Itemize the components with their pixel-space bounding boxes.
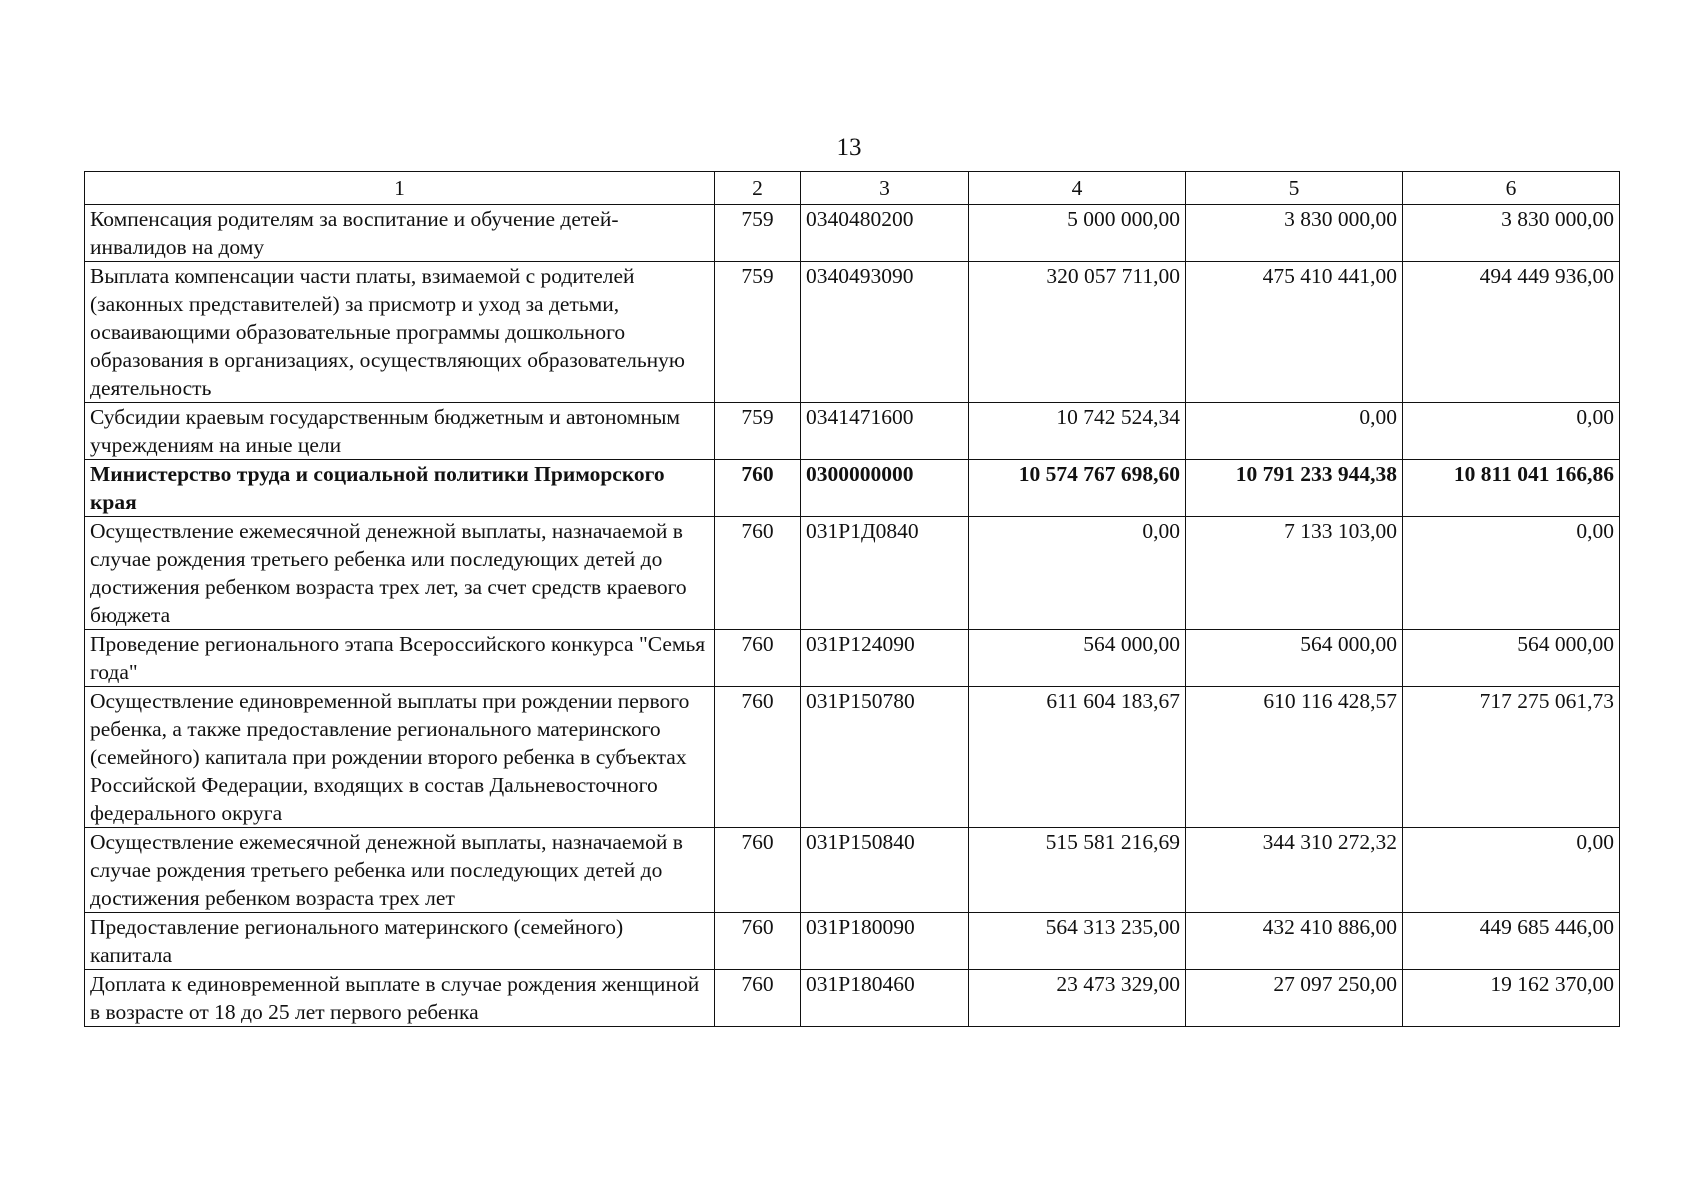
target-article-cell: 031P150780	[801, 687, 969, 828]
amount-year3-cell: 449 685 446,00	[1403, 913, 1620, 970]
table-body	[85, 205, 1620, 1027]
target-article-cell: 031P1Д0840	[801, 517, 969, 630]
table-row	[85, 913, 1620, 970]
grbs-code-cell: 759	[715, 262, 801, 403]
amount-year1-cell: 564 000,00	[969, 630, 1186, 687]
row-name-cell: Предоставление регионального материнского (семейного) капитала	[85, 913, 715, 970]
grbs-code-cell: 760	[715, 913, 801, 970]
target-article-cell: 0341471600	[801, 403, 969, 460]
amount-year3-cell: 564 000,00	[1403, 630, 1620, 687]
amount-year1-cell: 0,00	[969, 517, 1186, 630]
table-row	[85, 687, 1620, 828]
grbs-code-cell: 760	[715, 630, 801, 687]
row-name-cell: Доплата к единовременной выплате в случае рождения женщиной в возрасте от 18 до 25 лет первого ребенка	[85, 970, 715, 1027]
amount-year1-cell: 10 574 767 698,60	[969, 460, 1186, 517]
row-name-cell: Выплата компенсации части платы, взимаемой с родителей (законных представителей) за присмотр и уход за детьми, осваивающими образовательные программы дошкольного образования в организациях, осуществляющих образовательную деятельность	[85, 262, 715, 403]
row-name-cell: Осуществление ежемесячной денежной выплаты, назначаемой в случае рождения третьего ребенка или последующих детей до достижения ребенком возраста трех лет	[85, 828, 715, 913]
amount-year2-cell: 7 133 103,00	[1186, 517, 1403, 630]
amount-year2-cell: 3 830 000,00	[1186, 205, 1403, 262]
target-article-cell: 0340493090	[801, 262, 969, 403]
table-row	[85, 403, 1620, 460]
grbs-code-cell: 760	[715, 460, 801, 517]
header-row	[85, 172, 1620, 205]
grbs-code-cell: 759	[715, 403, 801, 460]
table-row	[85, 630, 1620, 687]
header-cell: 1	[85, 172, 715, 205]
table-row	[85, 262, 1620, 403]
table-row	[85, 205, 1620, 262]
amount-year3-cell: 10 811 041 166,86	[1403, 460, 1620, 517]
amount-year2-cell: 0,00	[1186, 403, 1403, 460]
target-article-cell: 031P124090	[801, 630, 969, 687]
table-row	[85, 828, 1620, 913]
target-article-cell: 031P180090	[801, 913, 969, 970]
amount-year2-cell: 475 410 441,00	[1186, 262, 1403, 403]
amount-year1-cell: 611 604 183,67	[969, 687, 1186, 828]
amount-year1-cell: 320 057 711,00	[969, 262, 1186, 403]
grbs-code-cell: 759	[715, 205, 801, 262]
grbs-code-cell: 760	[715, 828, 801, 913]
amount-year3-cell: 494 449 936,00	[1403, 262, 1620, 403]
row-name-cell: Проведение регионального этапа Всероссийского конкурса "Семья года"	[85, 630, 715, 687]
header-cell: 3	[801, 172, 969, 205]
budget-table	[84, 171, 1620, 1027]
row-name-cell: Компенсация родителям за воспитание и обучение детей-инвалидов на дому	[85, 205, 715, 262]
row-name-cell: Осуществление ежемесячной денежной выплаты, назначаемой в случае рождения третьего ребенка или последующих детей до достижения ребенком возраста трех лет, за счет средств краевого бюджета	[85, 517, 715, 630]
amount-year1-cell: 564 313 235,00	[969, 913, 1186, 970]
amount-year2-cell: 10 791 233 944,38	[1186, 460, 1403, 517]
amount-year3-cell: 0,00	[1403, 828, 1620, 913]
target-article-cell: 031P150840	[801, 828, 969, 913]
amount-year2-cell: 564 000,00	[1186, 630, 1403, 687]
grbs-code-cell: 760	[715, 687, 801, 828]
row-name-cell: Министерство труда и социальной политики Приморского края	[85, 460, 715, 517]
grbs-code-cell: 760	[715, 970, 801, 1027]
amount-year3-cell: 3 830 000,00	[1403, 205, 1620, 262]
header-cell: 4	[969, 172, 1186, 205]
amount-year1-cell: 23 473 329,00	[969, 970, 1186, 1027]
amount-year3-cell: 0,00	[1403, 517, 1620, 630]
amount-year3-cell: 0,00	[1403, 403, 1620, 460]
table-row	[85, 970, 1620, 1027]
target-article-cell: 031P180460	[801, 970, 969, 1027]
amount-year2-cell: 432 410 886,00	[1186, 913, 1403, 970]
table-row	[85, 517, 1620, 630]
amount-year1-cell: 5 000 000,00	[969, 205, 1186, 262]
page-number: 13	[836, 134, 862, 161]
target-article-cell: 0300000000	[801, 460, 969, 517]
table-row	[85, 460, 1620, 517]
header-cell: 6	[1403, 172, 1620, 205]
row-name-cell: Субсидии краевым государственным бюджетным и автономным учреждениям на иные цели	[85, 403, 715, 460]
amount-year2-cell: 610 116 428,57	[1186, 687, 1403, 828]
header-cell: 2	[715, 172, 801, 205]
header-cell: 5	[1186, 172, 1403, 205]
amount-year3-cell: 19 162 370,00	[1403, 970, 1620, 1027]
grbs-code-cell: 760	[715, 517, 801, 630]
amount-year1-cell: 10 742 524,34	[969, 403, 1186, 460]
amount-year1-cell: 515 581 216,69	[969, 828, 1186, 913]
amount-year2-cell: 344 310 272,32	[1186, 828, 1403, 913]
amount-year2-cell: 27 097 250,00	[1186, 970, 1403, 1027]
row-name-cell: Осуществление единовременной выплаты при рождении первого ребенка, а также предоставление регионального материнского (семейного) капитала при рождении второго ребенка в субъектах Российской Федерации, входящих в состав Дальневосточного федерального округа	[85, 687, 715, 828]
amount-year3-cell: 717 275 061,73	[1403, 687, 1620, 828]
target-article-cell: 0340480200	[801, 205, 969, 262]
